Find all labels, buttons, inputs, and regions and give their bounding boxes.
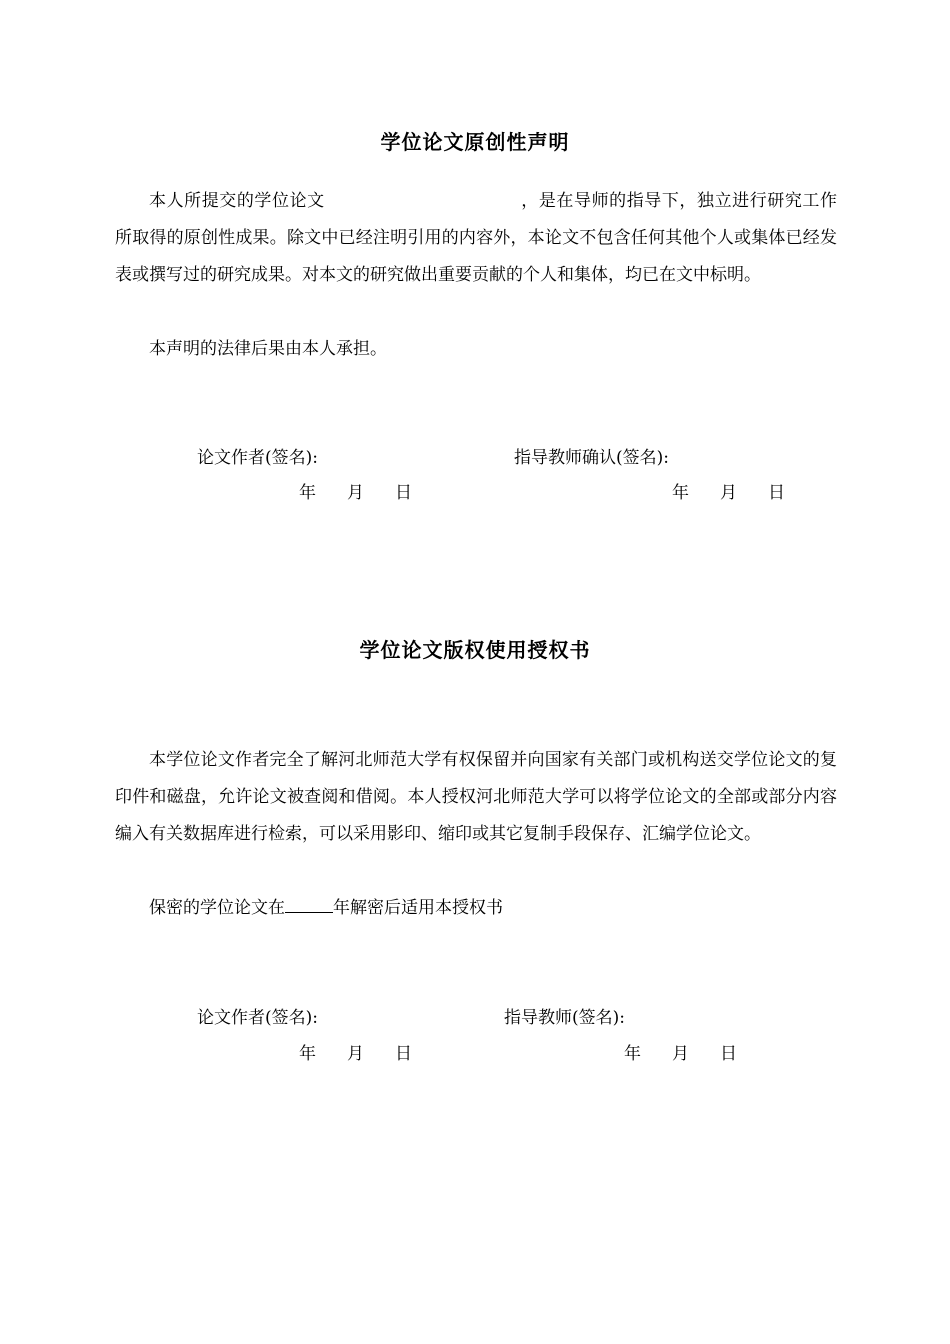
authorization-para2-lead: 保密的学位论文在 (149, 898, 285, 918)
declaration-para1-body: ，是在导师的指导下，独立进行研究工作所取得的原创性成果。除文中已经注明引用的内容外，本论文不包含任何其他个人或集体已经发表或撰写过的研究成果。对本文的研究做出重要贡献的个人和集体，均已在文中标明。 (115, 191, 838, 285)
date-month: 月 (720, 483, 737, 503)
authorization-title: 学位论文版权使用授权书 (359, 638, 591, 662)
declaration-para1-lead: 本人所提交的学位论文 (149, 191, 325, 211)
authorization-para2-tail: 年解密后适用本授权书 (333, 898, 503, 918)
date-year: 年 (624, 1044, 641, 1064)
authorization-author-signature-label: 论文作者(签名): (197, 1008, 318, 1028)
declaration-paragraph-1 (115, 183, 837, 294)
date-day: 日 (720, 1044, 737, 1064)
authorization-paragraph-1: 本学位论文作者完全了解河北师范大学有权保留并向国家有关部门或机构送交学位论文的复印件和磁盘，允许论文被查阅和借阅。本人授权河北师范大学可以将学位论文的全部或部分内容编入有关数据库进行检索，可以采用影印、缩印或其它复制手段保存、汇编学位论文。 (115, 750, 837, 844)
date-year: 年 (299, 483, 316, 503)
declaration-supervisor-signature-label: 指导教师确认(签名): (514, 448, 669, 468)
authorization-supervisor-signature-label: 指导教师(签名): (504, 1008, 625, 1028)
date-month: 月 (672, 1044, 689, 1064)
declaration-paragraph-2: 本声明的法律后果由本人承担。 (149, 339, 387, 359)
date-day: 日 (395, 1044, 412, 1064)
authorization-paragraph-2 (115, 890, 837, 927)
authorization-author-date (299, 1042, 443, 1066)
date-year: 年 (672, 483, 689, 503)
declaration-author-signature-label: 论文作者(签名): (197, 448, 318, 468)
confidential-years-blank (285, 898, 333, 913)
declaration-supervisor-date (672, 481, 816, 505)
authorization-supervisor-date (624, 1042, 768, 1066)
date-day: 日 (768, 483, 785, 503)
declaration-author-date (299, 481, 443, 505)
date-month: 月 (347, 483, 364, 503)
date-year: 年 (299, 1044, 316, 1064)
date-day: 日 (395, 483, 412, 503)
declaration-title: 学位论文原创性声明 (380, 130, 570, 154)
date-month: 月 (347, 1044, 364, 1064)
